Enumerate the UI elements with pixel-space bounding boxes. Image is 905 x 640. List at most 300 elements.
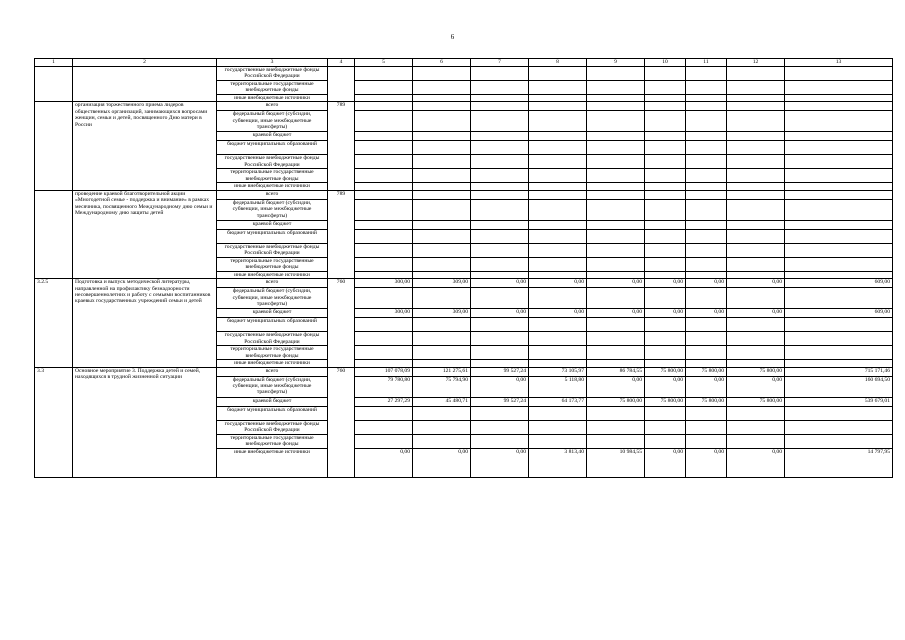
value-cell <box>529 183 587 190</box>
value-cell <box>355 67 413 81</box>
value-cell <box>587 141 645 155</box>
value-cell: 107 078,09 <box>355 367 413 376</box>
value-cell <box>355 434 413 448</box>
column-header: 4 <box>328 59 355 67</box>
value-cell <box>686 81 727 95</box>
value-cell <box>785 257 893 271</box>
value-cell: 0,00 <box>686 279 727 288</box>
value-cell <box>727 220 785 229</box>
value-cell <box>587 434 645 448</box>
value-cell <box>413 155 471 169</box>
value-cell <box>529 81 587 95</box>
value-cell <box>587 81 645 95</box>
value-cell <box>413 243 471 257</box>
funding-source: иные внебюджетные источники <box>217 95 328 102</box>
funding-source: государственные внебюджетные фонды Российской Федерации <box>217 155 328 169</box>
value-cell <box>727 318 785 332</box>
value-cell <box>686 271 727 278</box>
value-cell <box>686 67 727 81</box>
value-cell <box>529 434 587 448</box>
value-cell <box>645 155 686 169</box>
value-cell: 75 800,00 <box>645 367 686 376</box>
column-header: 9 <box>587 59 645 67</box>
value-cell <box>355 318 413 332</box>
value-cell <box>727 332 785 346</box>
value-cell <box>413 111 471 132</box>
column-header: 13 <box>785 59 893 67</box>
value-cell <box>413 420 471 434</box>
value-cell <box>529 111 587 132</box>
funding-source: государственные внебюджетные фонды Российской Федерации <box>217 332 328 346</box>
value-cell <box>727 271 785 278</box>
value-cell: 0,00 <box>645 279 686 288</box>
value-cell <box>686 288 727 309</box>
value-cell <box>355 132 413 141</box>
value-cell <box>727 360 785 367</box>
value-cell: 99 527,24 <box>471 367 529 376</box>
item-name <box>73 67 217 102</box>
value-cell: 27 297,29 <box>355 397 413 406</box>
value-cell <box>785 155 893 169</box>
value-cell <box>686 243 727 257</box>
item-code <box>35 102 73 190</box>
value-cell <box>785 132 893 141</box>
funding-source: государственные внебюджетные фонды Российской Федерации <box>217 243 328 257</box>
funding-source: территориальные государственные внебюджетные фонды <box>217 434 328 448</box>
value-cell <box>413 132 471 141</box>
value-cell <box>355 220 413 229</box>
value-cell <box>686 102 727 111</box>
value-cell <box>529 406 587 420</box>
value-cell <box>727 183 785 190</box>
value-cell <box>471 220 529 229</box>
value-cell <box>785 332 893 346</box>
value-cell <box>529 155 587 169</box>
value-cell <box>413 183 471 190</box>
funding-source: всего <box>217 367 328 376</box>
value-cell: 0,00 <box>686 448 727 477</box>
value-cell <box>727 406 785 420</box>
value-cell <box>785 229 893 243</box>
value-cell: 0,00 <box>471 309 529 318</box>
value-cell <box>686 132 727 141</box>
value-cell: 121 275,61 <box>413 367 471 376</box>
value-cell <box>587 102 645 111</box>
value-cell <box>471 332 529 346</box>
value-cell <box>785 318 893 332</box>
value-cell <box>587 288 645 309</box>
funding-source: государственные внебюджетные фонды Российской Федерации <box>217 67 328 81</box>
funding-source: территориальные государственные внебюджетные фонды <box>217 169 328 183</box>
value-cell <box>471 243 529 257</box>
value-cell <box>727 102 785 111</box>
value-cell <box>413 434 471 448</box>
value-cell <box>645 220 686 229</box>
value-cell: 0,00 <box>686 309 727 318</box>
item-name: организация торжественного приема лидеров общественных организаций, занимающихся вопросами женщин, семьи и детей, посвященного Дню матери в России <box>73 102 217 190</box>
value-cell <box>529 332 587 346</box>
value-cell <box>413 220 471 229</box>
value-cell <box>413 318 471 332</box>
value-cell <box>355 346 413 360</box>
value-cell <box>471 434 529 448</box>
value-cell <box>355 183 413 190</box>
value-cell <box>355 102 413 111</box>
column-header: 3 <box>217 59 328 67</box>
value-cell <box>645 360 686 367</box>
value-cell: 64 173,77 <box>529 397 587 406</box>
funding-source: иные внебюджетные источники <box>217 271 328 278</box>
item-name: Подготовка и выпуск методической литературы, направленной на профилактику безнадзорности несовершеннолетних и работу с семьями воспитанников краевых государственных учреждений семьи и детей <box>73 279 217 367</box>
funding-source: бюджет муниципальных образований <box>217 318 328 332</box>
value-cell <box>785 111 893 132</box>
value-cell <box>727 81 785 95</box>
value-cell <box>785 199 893 220</box>
funding-source: всего <box>217 102 328 111</box>
value-cell <box>355 95 413 102</box>
value-cell <box>471 169 529 183</box>
value-cell <box>686 169 727 183</box>
value-cell <box>471 257 529 271</box>
value-cell <box>471 190 529 199</box>
value-cell: 75 800,00 <box>645 397 686 406</box>
value-cell: 14 797,95 <box>785 448 893 477</box>
value-cell <box>727 141 785 155</box>
value-cell <box>587 271 645 278</box>
funding-source: территориальные государственные внебюджетные фонды <box>217 81 328 95</box>
table-row <box>35 102 893 111</box>
value-cell <box>471 346 529 360</box>
value-cell <box>587 229 645 243</box>
funding-source: иные внебюджетные источники <box>217 360 328 367</box>
value-cell <box>645 318 686 332</box>
value-cell <box>471 318 529 332</box>
value-cell <box>529 360 587 367</box>
table-row <box>35 279 893 288</box>
value-cell <box>355 111 413 132</box>
table-row <box>35 67 893 81</box>
item-name: Основное мероприятие 3. Поддержка детей и семей, находящихся в трудной жизненной ситуации <box>73 367 217 477</box>
value-cell <box>471 360 529 367</box>
value-cell <box>645 169 686 183</box>
value-cell <box>587 346 645 360</box>
value-cell <box>587 318 645 332</box>
funding-source: всего <box>217 279 328 288</box>
value-cell: 160 694,50 <box>785 376 893 397</box>
value-cell <box>355 199 413 220</box>
value-cell: 539 679,01 <box>785 397 893 406</box>
column-header: 2 <box>73 59 217 67</box>
value-cell <box>686 111 727 132</box>
grbs-code <box>328 67 355 102</box>
value-cell <box>529 243 587 257</box>
column-header: 10 <box>645 59 686 67</box>
value-cell <box>413 95 471 102</box>
funding-source: территориальные государственные внебюджетные фонды <box>217 346 328 360</box>
value-cell <box>785 81 893 95</box>
value-cell <box>785 190 893 199</box>
value-cell: 86 784,55 <box>587 367 645 376</box>
value-cell: 0,00 <box>587 279 645 288</box>
value-cell <box>355 190 413 199</box>
value-cell <box>727 111 785 132</box>
value-cell: 0,00 <box>727 376 785 397</box>
value-cell <box>587 243 645 257</box>
funding-source: краевой бюджет <box>217 309 328 318</box>
value-cell <box>529 102 587 111</box>
value-cell <box>785 141 893 155</box>
value-cell: 715 171,46 <box>785 367 893 376</box>
value-cell <box>529 67 587 81</box>
value-cell <box>529 420 587 434</box>
value-cell <box>355 332 413 346</box>
value-cell: 79 780,80 <box>355 376 413 397</box>
value-cell <box>471 271 529 278</box>
value-cell <box>471 95 529 102</box>
value-cell <box>529 141 587 155</box>
value-cell <box>413 141 471 155</box>
column-header: 8 <box>529 59 587 67</box>
value-cell: 0,00 <box>587 376 645 397</box>
value-cell <box>645 332 686 346</box>
value-cell <box>727 132 785 141</box>
table-row <box>35 367 893 376</box>
value-cell <box>645 67 686 81</box>
value-cell <box>645 95 686 102</box>
value-cell <box>355 229 413 243</box>
value-cell <box>645 406 686 420</box>
value-cell <box>785 288 893 309</box>
item-code <box>35 190 73 278</box>
value-cell: 0,00 <box>529 309 587 318</box>
value-cell <box>471 81 529 95</box>
value-cell <box>529 288 587 309</box>
value-cell: 75 800,00 <box>587 397 645 406</box>
value-cell <box>587 132 645 141</box>
value-cell: 75 800,00 <box>727 397 785 406</box>
value-cell <box>686 257 727 271</box>
value-cell <box>727 95 785 102</box>
column-header: 5 <box>355 59 413 67</box>
value-cell <box>413 67 471 81</box>
value-cell <box>587 406 645 420</box>
value-cell <box>645 199 686 220</box>
value-cell <box>529 132 587 141</box>
value-cell <box>785 420 893 434</box>
column-header: 1 <box>35 59 73 67</box>
value-cell <box>645 257 686 271</box>
value-cell <box>645 420 686 434</box>
value-cell <box>355 406 413 420</box>
value-cell: 0,00 <box>413 448 471 477</box>
value-cell <box>645 271 686 278</box>
value-cell <box>355 420 413 434</box>
value-cell <box>587 332 645 346</box>
value-cell <box>727 288 785 309</box>
funding-source: бюджет муниципальных образований <box>217 406 328 420</box>
value-cell <box>355 81 413 95</box>
column-header: 7 <box>471 59 529 67</box>
value-cell <box>355 169 413 183</box>
value-cell: 75 800,00 <box>727 367 785 376</box>
value-cell <box>471 102 529 111</box>
value-cell: 0,00 <box>727 309 785 318</box>
value-cell <box>686 332 727 346</box>
value-cell <box>686 155 727 169</box>
value-cell: 99 527,24 <box>471 397 529 406</box>
value-cell <box>686 434 727 448</box>
value-cell <box>727 420 785 434</box>
grbs-code: 789 <box>328 102 355 190</box>
value-cell <box>686 95 727 102</box>
value-cell: 45 480,71 <box>413 397 471 406</box>
value-cell <box>355 271 413 278</box>
funding-source: бюджет муниципальных образований <box>217 141 328 155</box>
value-cell <box>785 67 893 81</box>
grbs-code: 760 <box>328 279 355 367</box>
value-cell <box>355 141 413 155</box>
value-cell <box>727 190 785 199</box>
value-cell <box>529 95 587 102</box>
value-cell <box>686 346 727 360</box>
value-cell <box>686 141 727 155</box>
value-cell <box>645 288 686 309</box>
value-cell <box>686 420 727 434</box>
value-cell <box>529 271 587 278</box>
grbs-code: 760 <box>328 367 355 477</box>
value-cell <box>645 190 686 199</box>
value-cell: 73 105,97 <box>529 367 587 376</box>
page-number: 6 <box>450 33 455 41</box>
column-header: 6 <box>413 59 471 67</box>
value-cell <box>413 199 471 220</box>
value-cell <box>727 229 785 243</box>
value-cell: 309,00 <box>413 279 471 288</box>
value-cell: 0,00 <box>686 376 727 397</box>
value-cell <box>727 199 785 220</box>
value-cell <box>587 169 645 183</box>
value-cell: 75 794,90 <box>413 376 471 397</box>
value-cell <box>529 199 587 220</box>
value-cell <box>686 406 727 420</box>
value-cell <box>785 169 893 183</box>
value-cell <box>471 141 529 155</box>
funding-source: федеральный бюджет (субсидии, субвенции, иные межбюджетные трансферты) <box>217 376 328 397</box>
value-cell <box>785 183 893 190</box>
value-cell <box>727 243 785 257</box>
funding-source: бюджет муниципальных образований <box>217 229 328 243</box>
value-cell: 609,00 <box>785 279 893 288</box>
value-cell <box>686 360 727 367</box>
grbs-code: 789 <box>328 190 355 278</box>
value-cell <box>645 141 686 155</box>
value-cell <box>413 229 471 243</box>
value-cell <box>471 67 529 81</box>
value-cell <box>727 346 785 360</box>
value-cell <box>587 220 645 229</box>
value-cell: 300,00 <box>355 309 413 318</box>
value-cell: 75 800,00 <box>686 367 727 376</box>
item-code <box>35 67 73 102</box>
value-cell <box>645 183 686 190</box>
value-cell <box>355 288 413 309</box>
value-cell <box>355 243 413 257</box>
value-cell: 609,00 <box>785 309 893 318</box>
value-cell <box>355 257 413 271</box>
value-cell <box>355 360 413 367</box>
item-name: проведение краевой благотворительной акции «Многодетной семье - поддержка и внимание» в рамках месячника, посвященного Международному дню семьи и Международному дню защиты детей <box>73 190 217 278</box>
value-cell <box>355 155 413 169</box>
column-header: 11 <box>686 59 727 67</box>
funding-source: краевой бюджет <box>217 132 328 141</box>
budget-table <box>34 58 893 478</box>
value-cell <box>587 95 645 102</box>
value-cell <box>686 229 727 243</box>
value-cell: 0,00 <box>355 448 413 477</box>
value-cell: 0,00 <box>727 279 785 288</box>
value-cell <box>727 155 785 169</box>
value-cell <box>529 346 587 360</box>
value-cell <box>587 183 645 190</box>
funding-source: федеральный бюджет (субсидии, субвенции, иные межбюджетные трансферты) <box>217 111 328 132</box>
value-cell <box>413 346 471 360</box>
value-cell: 75 800,00 <box>686 397 727 406</box>
value-cell: 0,00 <box>645 448 686 477</box>
value-cell <box>587 111 645 132</box>
value-cell: 309,00 <box>413 309 471 318</box>
value-cell <box>471 406 529 420</box>
value-cell <box>785 243 893 257</box>
value-cell <box>645 111 686 132</box>
table-row <box>35 190 893 199</box>
value-cell: 0,00 <box>471 376 529 397</box>
value-cell <box>785 360 893 367</box>
item-code: 3.3 <box>35 367 73 477</box>
value-cell <box>785 220 893 229</box>
funding-source: иные внебюджетные источники <box>217 448 328 477</box>
value-cell <box>645 132 686 141</box>
value-cell <box>587 155 645 169</box>
value-cell <box>785 95 893 102</box>
value-cell <box>413 257 471 271</box>
value-cell <box>413 169 471 183</box>
value-cell <box>727 434 785 448</box>
value-cell: 0,00 <box>471 448 529 477</box>
value-cell <box>471 132 529 141</box>
header-row <box>35 59 893 67</box>
value-cell <box>785 271 893 278</box>
value-cell <box>587 257 645 271</box>
value-cell <box>686 190 727 199</box>
funding-source: краевой бюджет <box>217 220 328 229</box>
value-cell <box>413 271 471 278</box>
column-header: 12 <box>727 59 785 67</box>
value-cell: 0,00 <box>727 448 785 477</box>
value-cell <box>413 190 471 199</box>
value-cell <box>645 346 686 360</box>
value-cell <box>471 155 529 169</box>
value-cell <box>785 102 893 111</box>
item-code: 3.2.5 <box>35 279 73 367</box>
value-cell <box>413 288 471 309</box>
value-cell <box>587 190 645 199</box>
value-cell <box>471 183 529 190</box>
funding-source: всего <box>217 190 328 199</box>
value-cell <box>587 420 645 434</box>
value-cell <box>471 229 529 243</box>
value-cell <box>686 220 727 229</box>
value-cell <box>727 67 785 81</box>
